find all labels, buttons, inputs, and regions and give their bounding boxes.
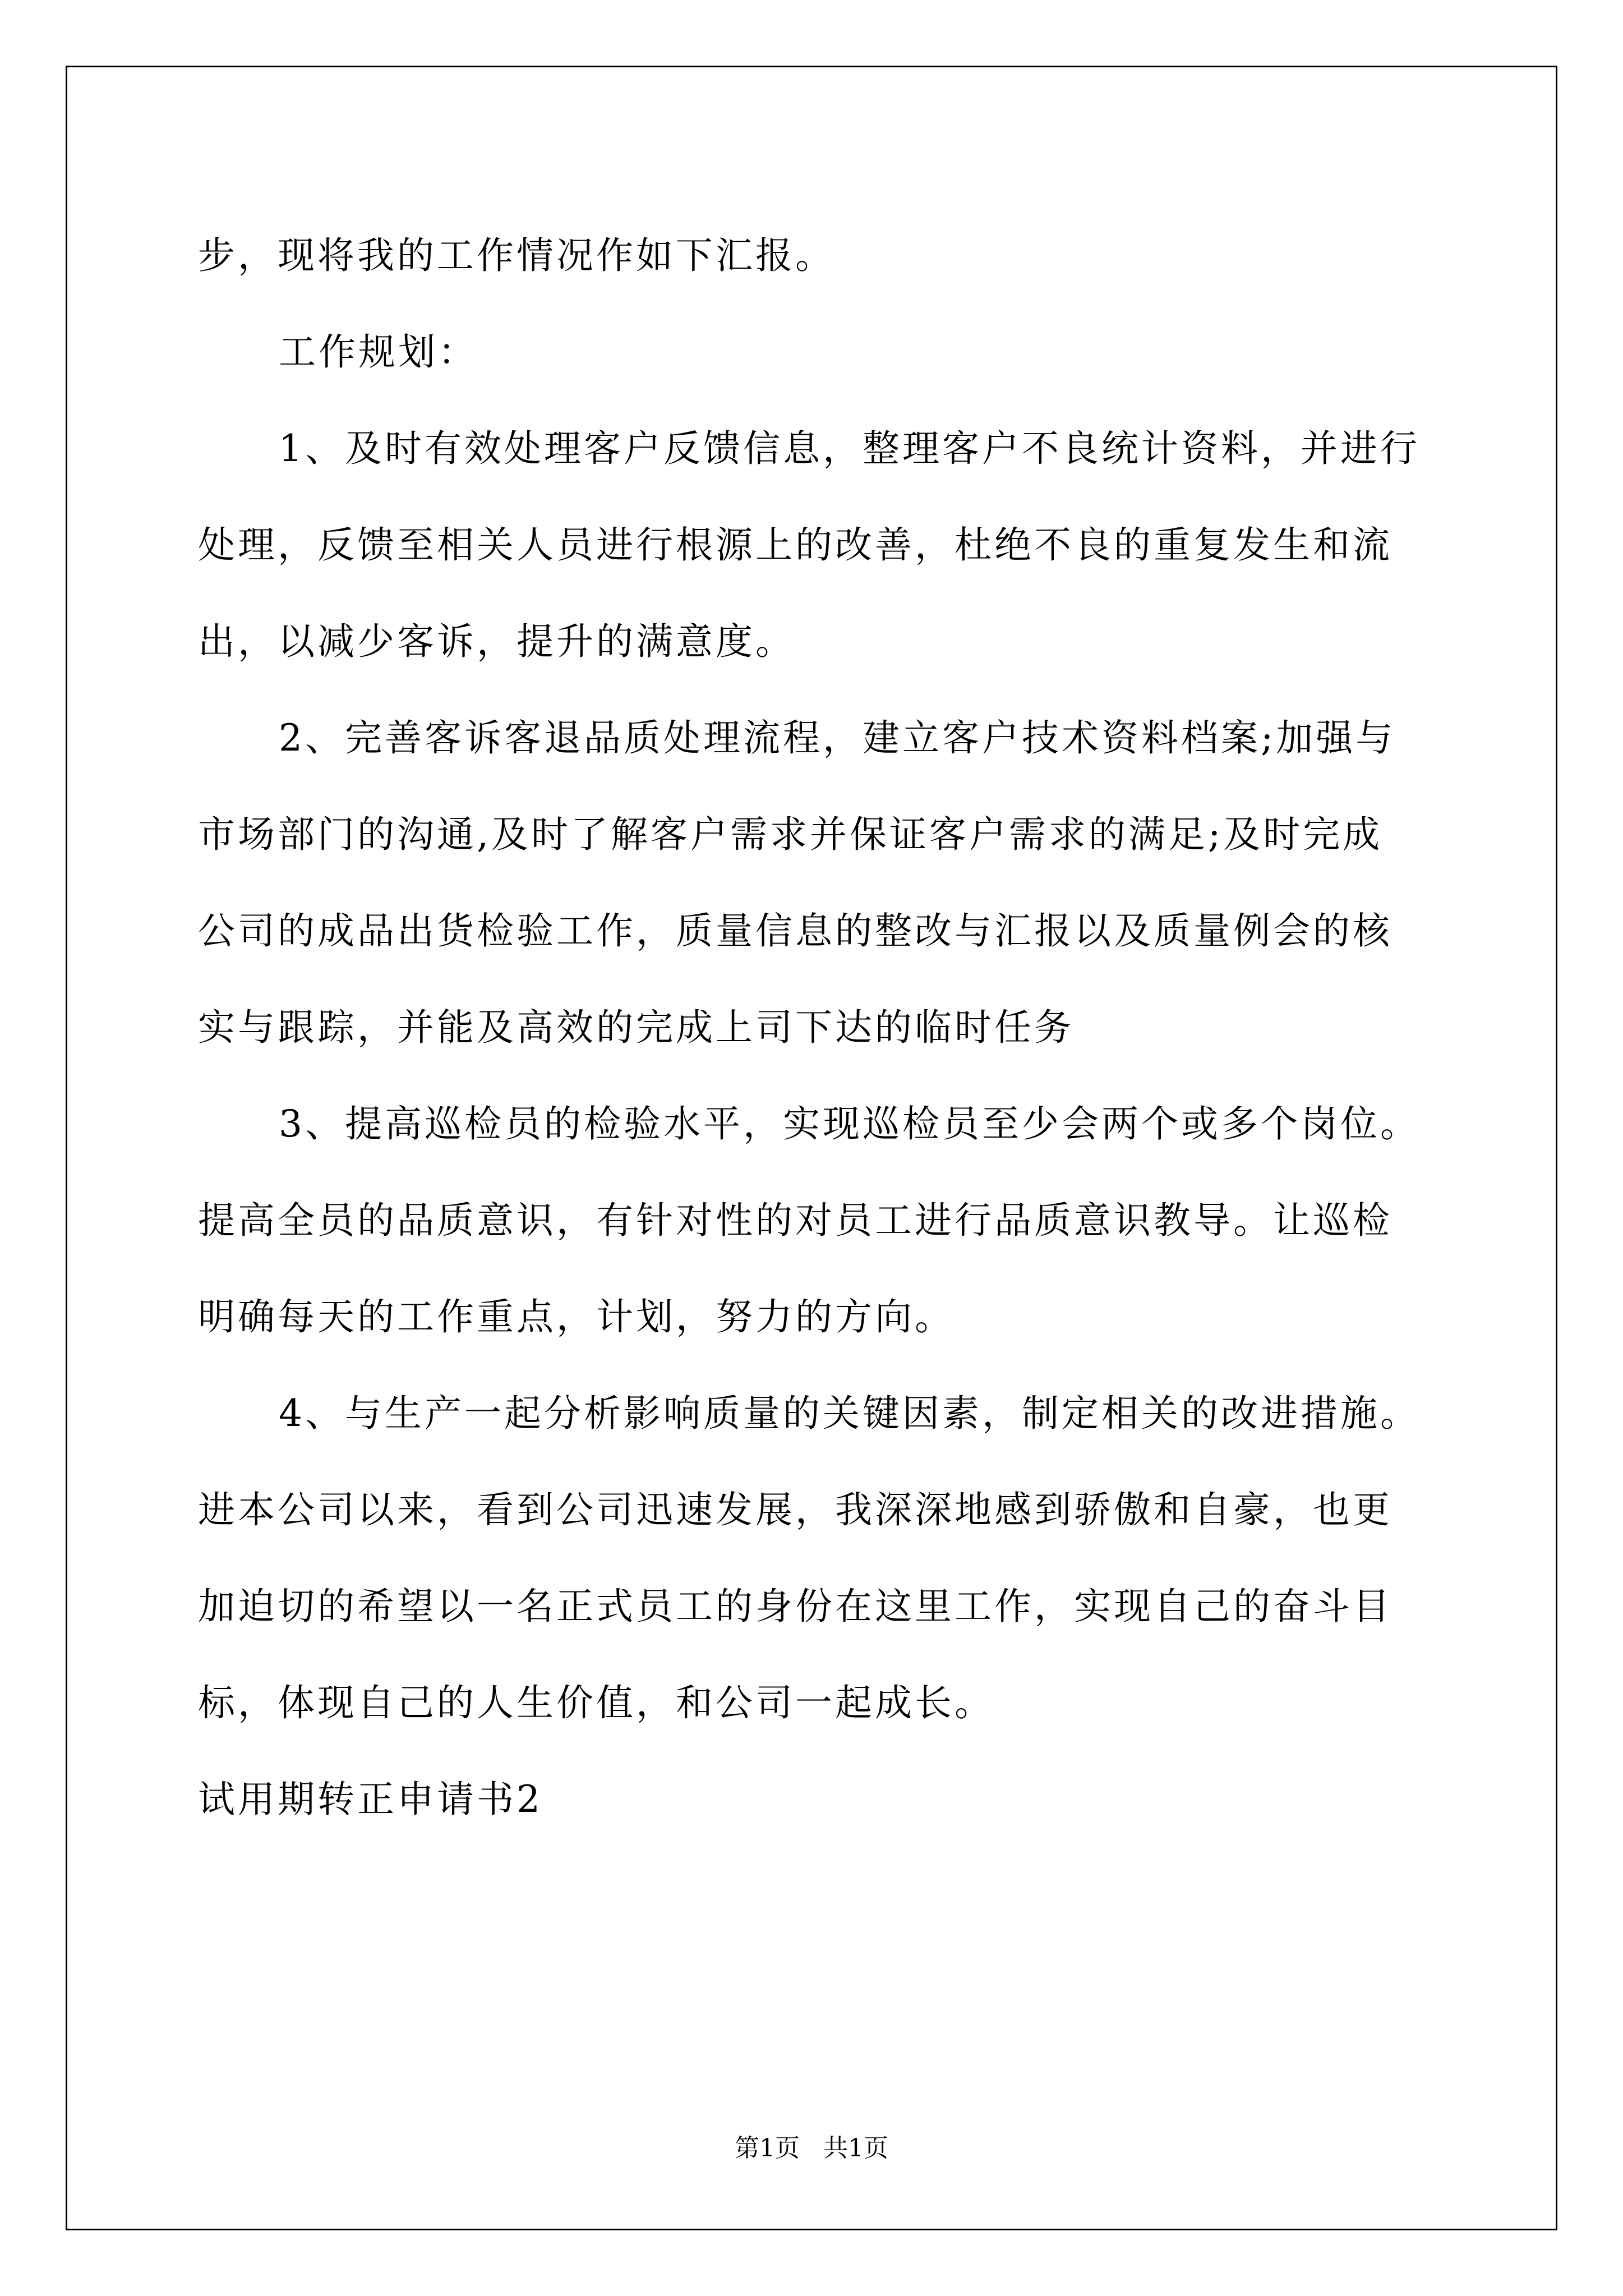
- paragraph-line: 加迫切的希望以一名正式员工的身份在这里工作，实现自己的奋斗目: [198, 1585, 1393, 1628]
- paragraph-line: 处理，反馈至相关人员进行根源上的改善，杜绝不良的重复发生和流: [198, 523, 1393, 567]
- document-title: 试用期转正申请书2: [198, 1778, 543, 1821]
- paragraph-line: 3、提高巡检员的检验水平，实现巡检员至少会两个或多个岗位。: [279, 1102, 1420, 1145]
- paragraph-line: 标，体现自己的人生价值，和公司一起成长。: [198, 1681, 994, 1724]
- page-footer: 第1页 共1页: [735, 2134, 888, 2162]
- paragraph-line: 1、及时有效处理客户反馈信息，整理客户不良统计资料，并进行: [279, 427, 1420, 470]
- paragraph-line: 步，现将我的工作情况作如下汇报。: [198, 234, 835, 277]
- paragraph-line: 出，以减少客诉，提升的满意度。: [198, 620, 795, 663]
- paragraph-line: 4、与生产一起分析影响质量的关键因素，制定相关的改进措施。: [279, 1392, 1420, 1435]
- paragraph-line: 实与跟踪，并能及高效的完成上司下达的临时任务: [198, 1006, 1074, 1049]
- paragraph-line: 2、完善客诉客退品质处理流程，建立客户技术资料档案;加强与: [279, 716, 1396, 760]
- document-body: [198, 208, 1488, 1848]
- paragraph-line: 明确每天的工作重点，计划，努力的方向。: [198, 1295, 955, 1338]
- paragraph-line: 提高全员的品质意识，有针对性的对员工进行品质意识教导。让巡检: [198, 1199, 1393, 1242]
- paragraph-line: 市场部门的沟通,及时了解客户需求并保证客户需求的满足;及时完成: [198, 813, 1383, 856]
- paragraph-line: 进本公司以来，看到公司迅速发展，我深深地感到骄傲和自豪，也更: [198, 1488, 1393, 1531]
- section-heading: 工作规划：: [279, 330, 478, 374]
- paragraph-line: 公司的成品出货检验工作，质量信息的整改与汇报以及质量例会的核: [198, 909, 1393, 953]
